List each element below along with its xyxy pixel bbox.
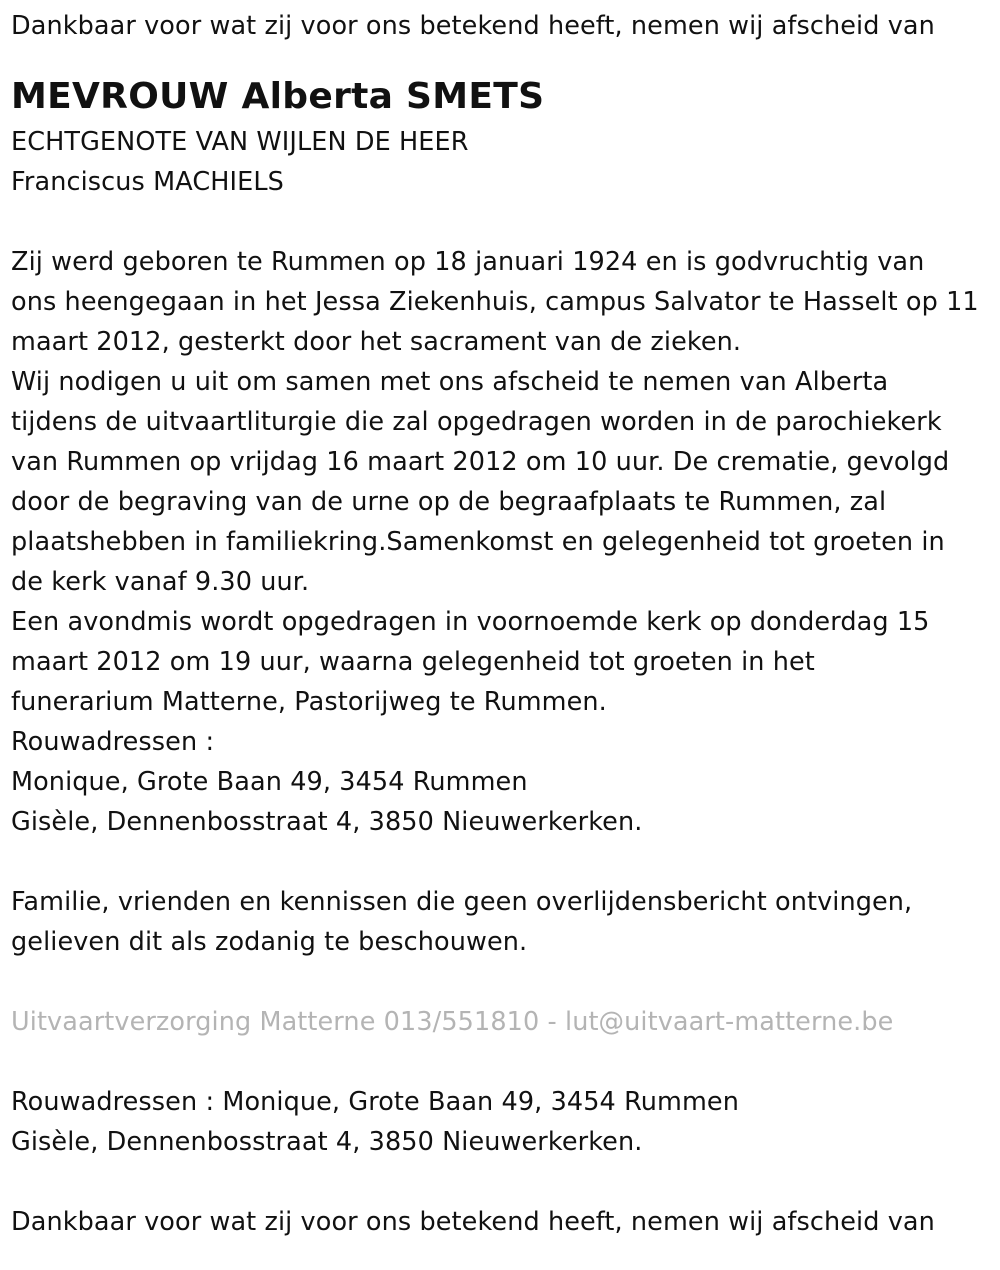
- body-line: van Rummen op vrijdag 16 maart 2012 om 10 uur. De crematie, gevolgd: [11, 447, 950, 477]
- body-line: funerarium Matterne, Pastorijweg te Rummen.: [11, 687, 607, 717]
- closing-text: Dankbaar voor wat zij voor ons betekend heeft, nemen wij afscheid van: [11, 1207, 935, 1237]
- notice-line: Familie, vrienden en kennissen die geen overlijdensbericht ontvingen,: [11, 887, 913, 917]
- spouse-line: ECHTGENOTE VAN WIJLEN DE HEER: [11, 127, 469, 157]
- address-line: Gisèle, Dennenbosstraat 4, 3850 Nieuwerkerken.: [11, 1127, 643, 1157]
- spacer: [11, 202, 1000, 242]
- deceased-name: MEVROUW Alberta SMETS: [11, 76, 545, 117]
- body-line: Zij werd geboren te Rummen op 18 januari 1924 en is godvruchtig van: [11, 247, 925, 277]
- body-line: ons heengegaan in het Jessa Ziekenhuis, campus Salvator te Hasselt op 11: [11, 287, 979, 317]
- spacer: [11, 962, 1000, 1002]
- body-line: de kerk vanaf 9.30 uur.: [11, 567, 310, 597]
- body-line: Gisèle, Dennenbosstraat 4, 3850 Nieuwerkerken.: [11, 807, 643, 837]
- body-line: tijdens de uitvaartliturgie die zal opgedragen worden in de parochiekerk: [11, 407, 942, 437]
- notice-line: gelieven dit als zodanig te beschouwen.: [11, 927, 528, 957]
- body-line: door de begraving van de urne op de begraafplaats te Rummen, zal: [11, 487, 887, 517]
- body-paragraph: [11, 242, 1000, 842]
- body-line: Monique, Grote Baan 49, 3454 Rummen: [11, 767, 528, 797]
- spacer: [11, 1042, 1000, 1082]
- spouse-name: Franciscus MACHIELS: [11, 167, 284, 197]
- body-line: Rouwadressen :: [11, 727, 215, 757]
- notice-paragraph: [11, 882, 1000, 962]
- spacer: [11, 1162, 1000, 1202]
- body-line: maart 2012, gesterkt door het sacrament van de zieken.: [11, 327, 742, 357]
- body-line: plaatshebben in familiekring.Samenkomst en gelegenheid tot groeten in: [11, 527, 945, 557]
- address-line: Rouwadressen : Monique, Grote Baan 49, 3454 Rummen: [11, 1087, 739, 1117]
- funeral-home-contact: Uitvaartverzorging Matterne 013/551810 - lut@uitvaart-matterne.be: [11, 1007, 894, 1037]
- intro-text: Dankbaar voor wat zij voor ons betekend heeft, nemen wij afscheid van: [11, 11, 935, 41]
- body-line: Wij nodigen u uit om samen met ons afscheid te nemen van Alberta: [11, 367, 889, 397]
- spacer: [11, 842, 1000, 882]
- body-line: maart 2012 om 19 uur, waarna gelegenheid tot groeten in het: [11, 647, 815, 677]
- addresses-paragraph: [11, 1082, 1000, 1162]
- body-line: Een avondmis wordt opgedragen in voornoemde kerk op donderdag 15: [11, 607, 930, 637]
